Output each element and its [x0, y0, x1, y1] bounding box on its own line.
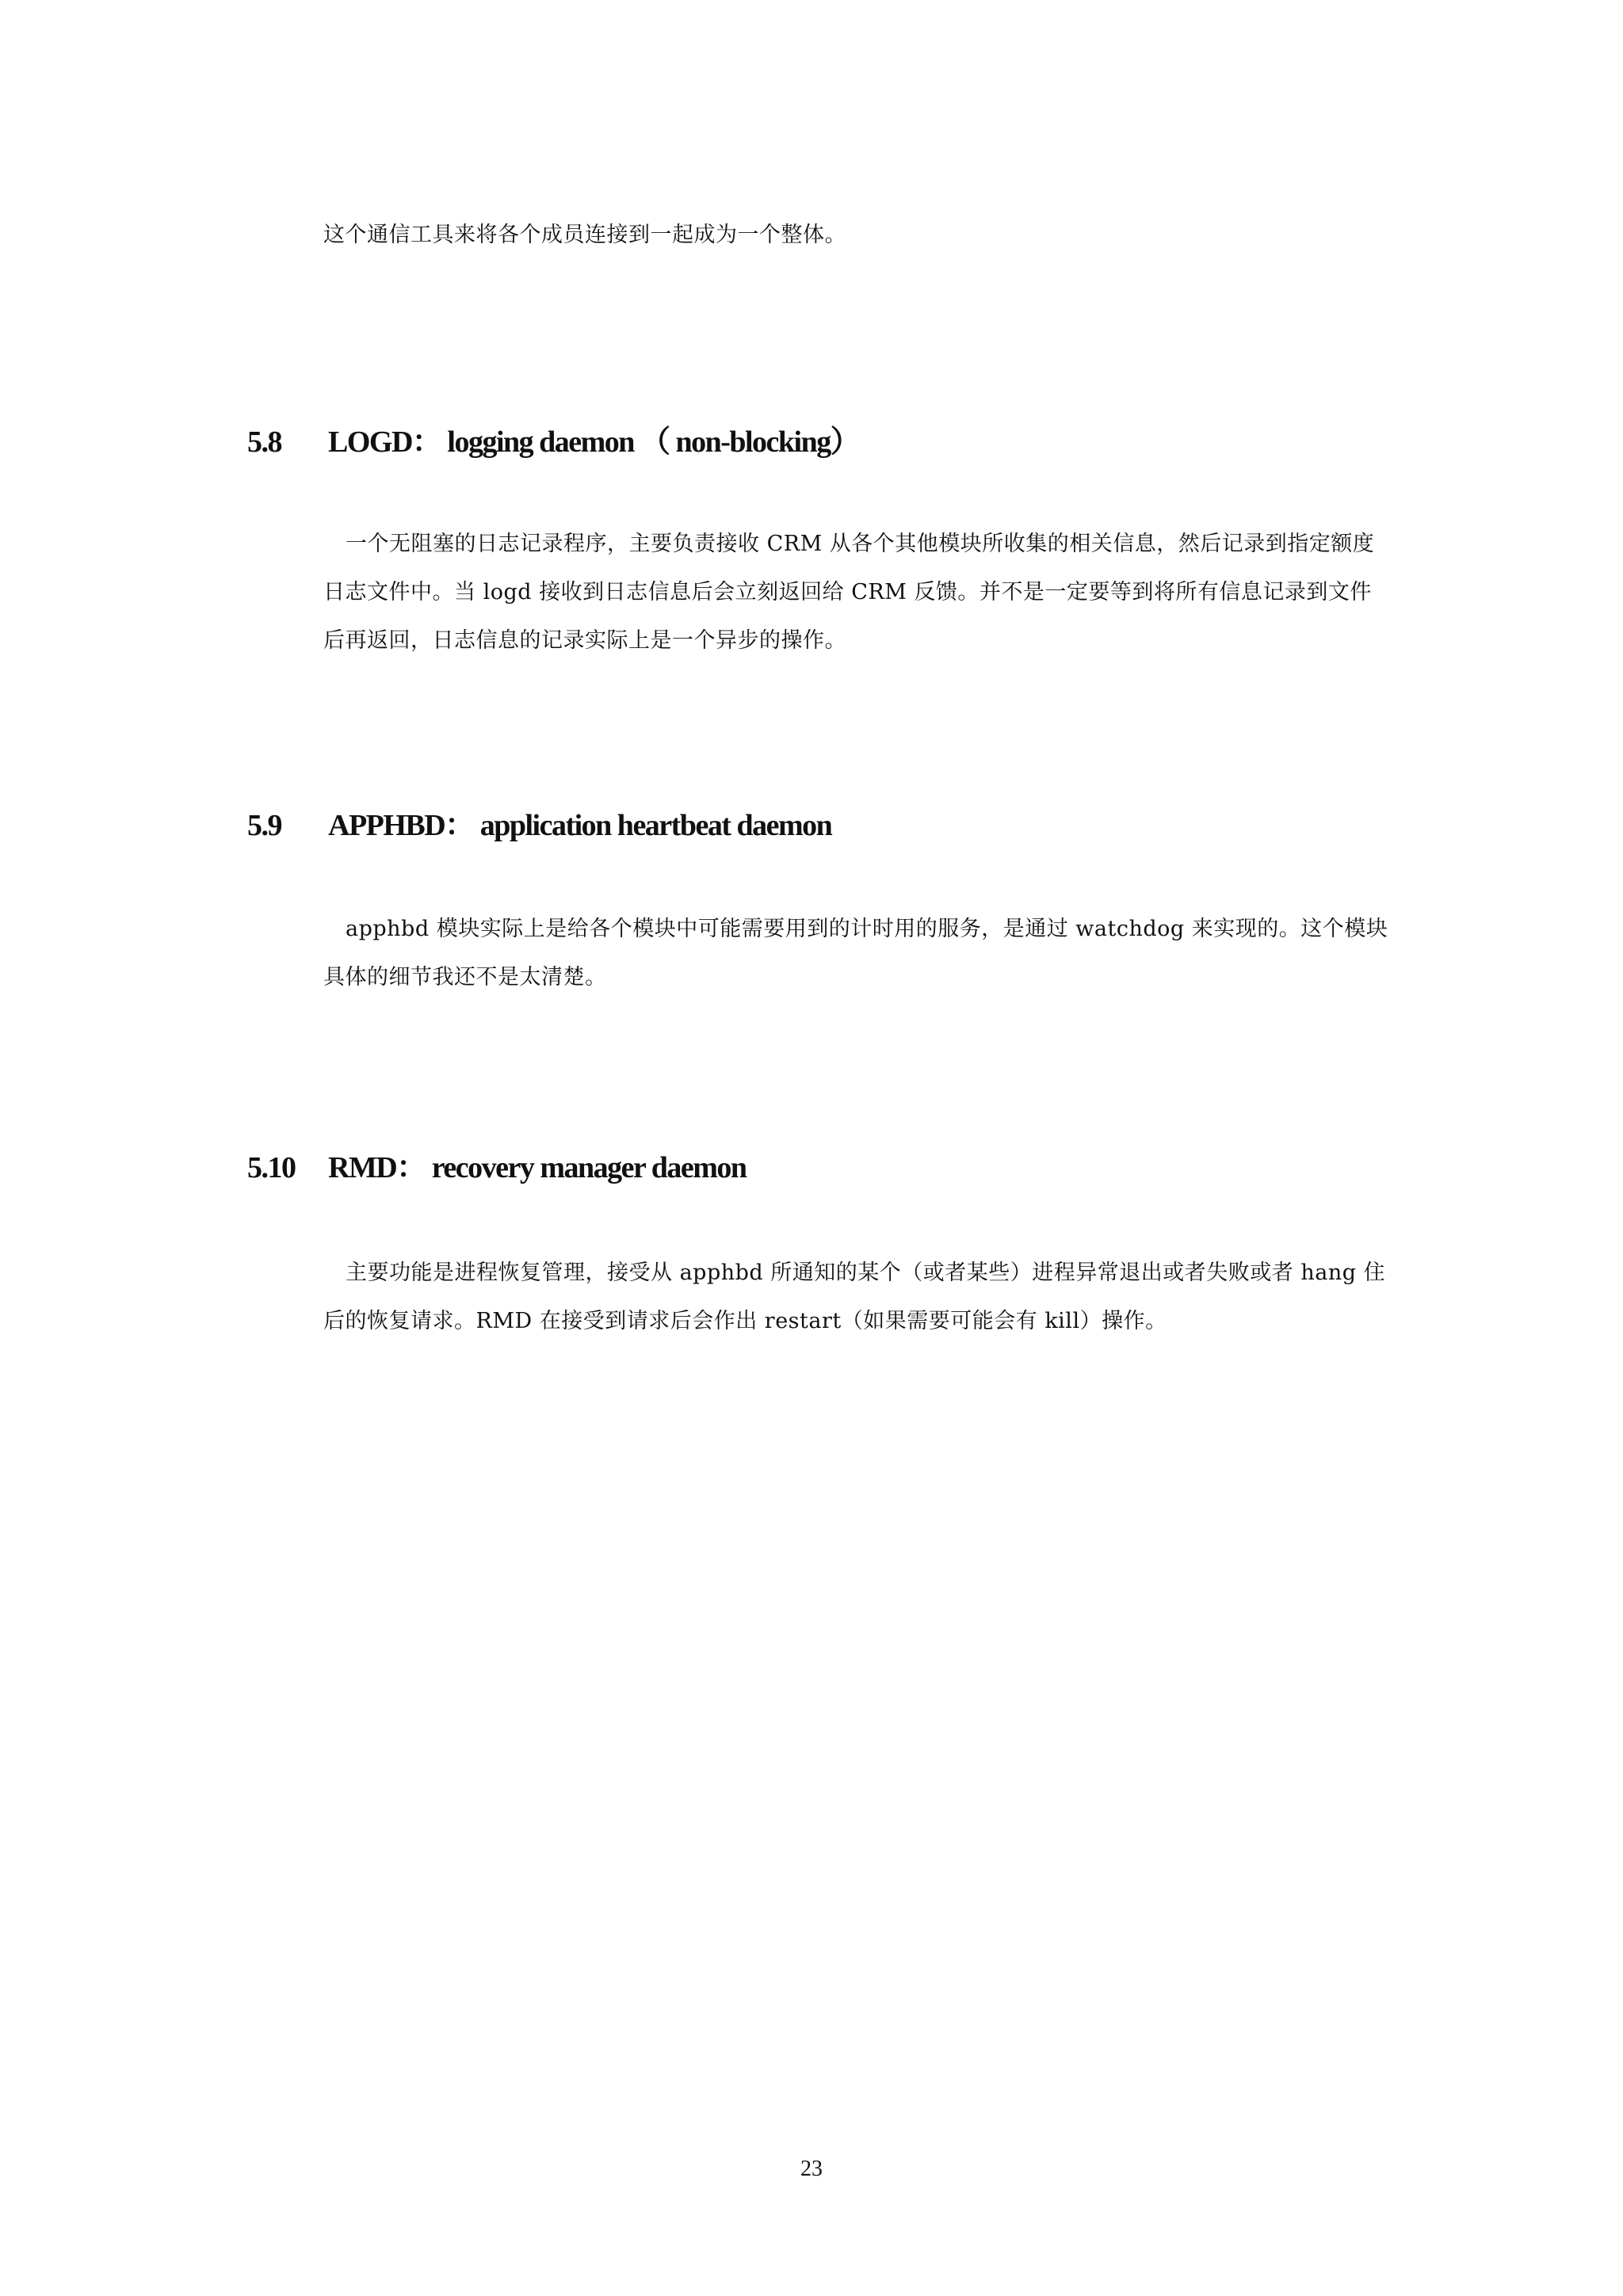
section-title: RMD： recovery manager daemon	[328, 1151, 747, 1184]
section-body-5-10: 主要功能是进程恢复管理，接受从 apphbd 所通知的某个（或者某些）进程异常退出或者失败或者 hang 住后的恢复请求。RMD 在接受到请求后会作出 restart（如果需要可能会有 kill）操作。	[323, 1261, 1386, 1333]
intro-paragraph: 这个通信工具来将各个成员连接到一起成为一个整体。	[323, 223, 846, 247]
section-body-5-8: 一个无阻塞的日志记录程序，主要负责接收 CRM 从各个其他模块所收集的相关信息，然后记录到指定额度日志文件中。当 logd 接收到日志信息后会立刻返回给 CRM 反馈。并不是一定要等到将所有信息记录到文件后再返回，日志信息的记录实际上是一个异步的操作。	[323, 532, 1375, 653]
section-title: LOGD： logging daemon （ non-blocking）	[328, 425, 860, 459]
section-heading-5-9	[247, 800, 831, 844]
section-number: 5.10	[247, 1151, 296, 1184]
section-title: APPHBD： application heartbeat daemon	[328, 809, 832, 842]
section-heading-5-8	[247, 417, 859, 460]
section-number: 5.8	[247, 425, 281, 459]
section-number: 5.9	[247, 809, 281, 842]
page-number: 23	[800, 2157, 823, 2181]
section-body-5-9: apphbd 模块实际上是给各个模块中可能需要用到的计时用的服务，是通过 watchdog 来实现的。这个模块具体的细节我还不是太清楚。	[323, 917, 1388, 990]
section-heading-5-10	[247, 1142, 747, 1186]
